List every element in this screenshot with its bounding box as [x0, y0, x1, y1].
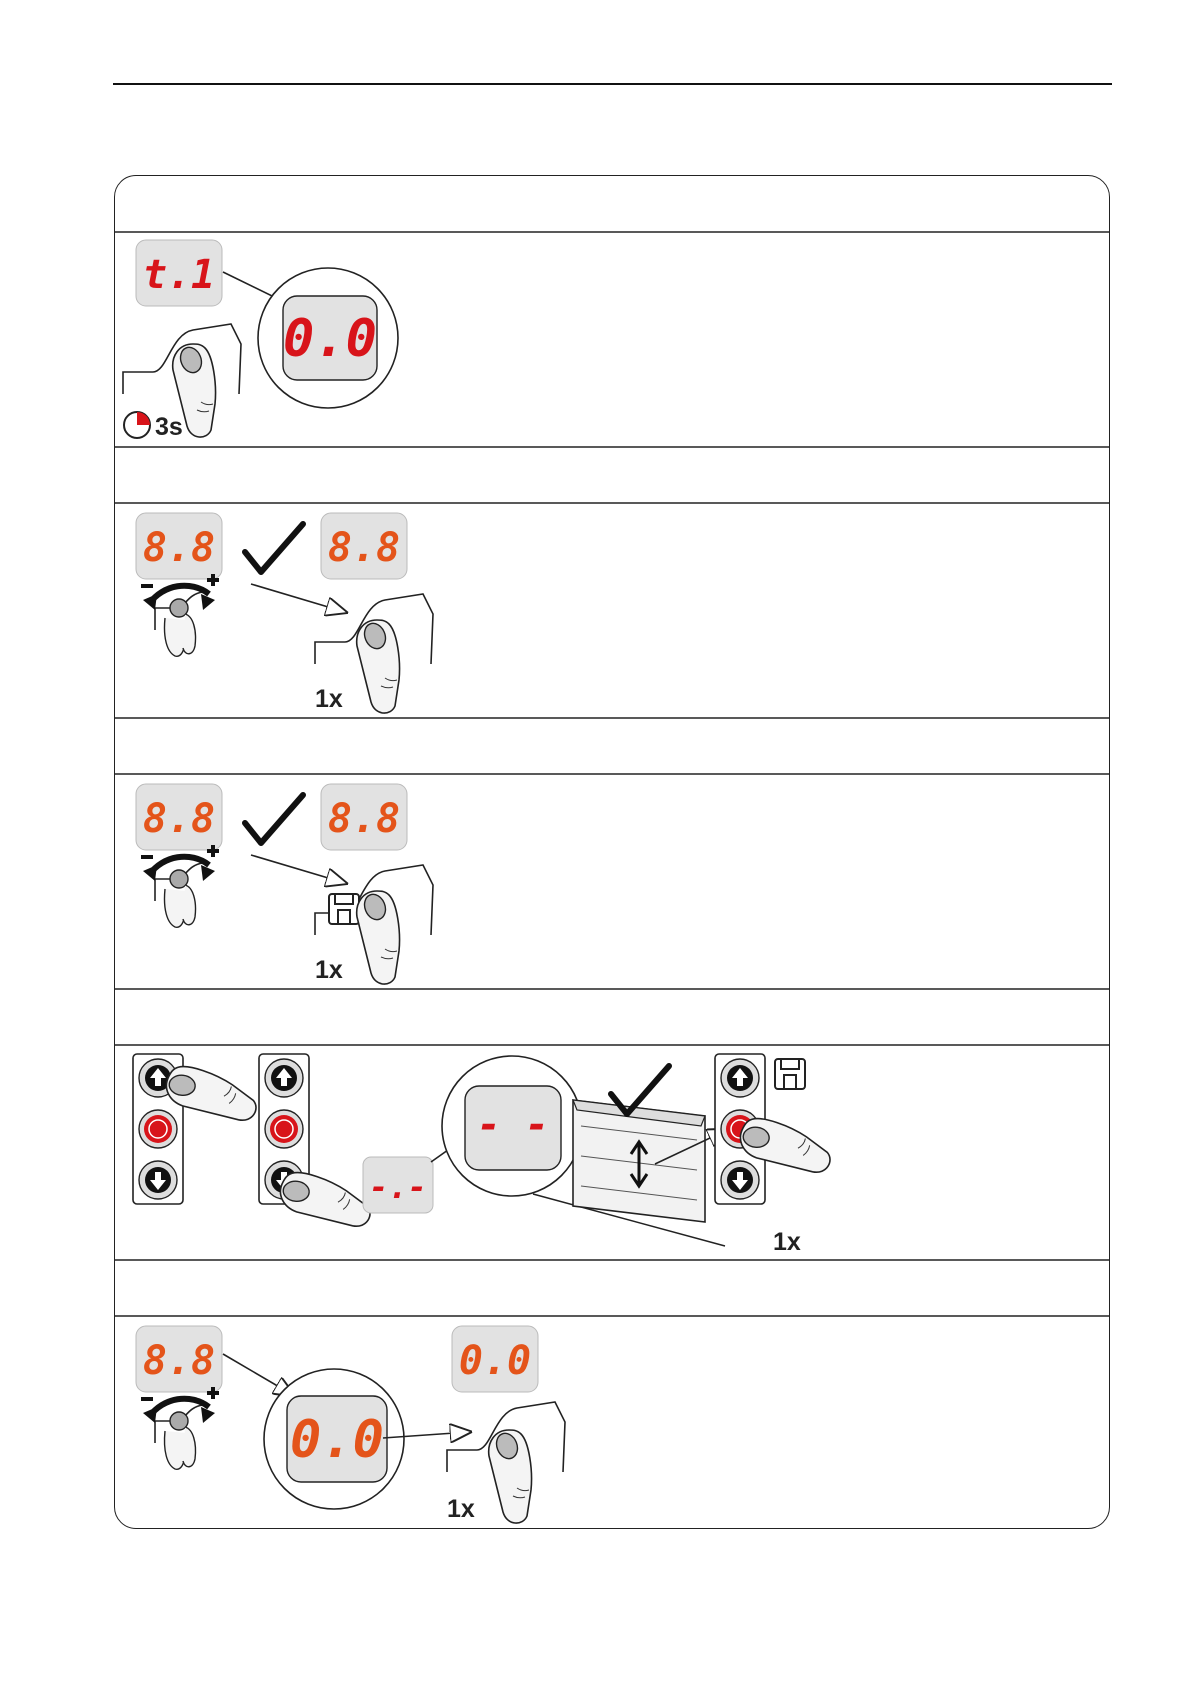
- knob-turn-icon: [141, 845, 219, 927]
- step-3: [136, 784, 433, 984]
- display-left-value: 8.8: [142, 796, 216, 842]
- press-count: 1x: [447, 1495, 475, 1523]
- timer-label: 3s: [155, 413, 183, 441]
- clock-icon: [124, 412, 150, 438]
- save-icon: [329, 894, 359, 924]
- display-zoom-value: 0.0: [283, 309, 377, 369]
- step-2: [136, 513, 433, 713]
- hand-press-icon: [357, 620, 400, 713]
- save-icon: [775, 1059, 805, 1089]
- display-right-value: 8.8: [327, 796, 401, 842]
- step-4: [133, 1054, 836, 1256]
- press-count: 1x: [315, 685, 343, 713]
- display-right-value: 0.0: [458, 1338, 532, 1384]
- display-start-value: t.1: [142, 252, 216, 298]
- hand-press-icon: [489, 1430, 532, 1523]
- header-rule: [113, 83, 1112, 85]
- checkmark-icon: [611, 1066, 669, 1114]
- step-5: [136, 1326, 565, 1523]
- step-1: [123, 240, 398, 441]
- display-small-value: -.-: [369, 1168, 427, 1206]
- instruction-panel: [114, 175, 1110, 1529]
- hand-press-icon: [357, 891, 400, 984]
- panel-illustrations: [115, 176, 1110, 1529]
- checkmark-icon: [245, 524, 303, 572]
- knob-turn-icon: [141, 574, 219, 656]
- knob-turn-icon: [141, 1387, 219, 1469]
- display-zoom-value: 0.0: [290, 1410, 384, 1470]
- display-zoom-value: - -: [476, 1102, 550, 1148]
- checkmark-icon: [245, 795, 303, 843]
- hand-press-icon: [273, 1162, 375, 1243]
- display-left-value: 8.8: [142, 1338, 216, 1384]
- press-count: 1x: [315, 956, 343, 984]
- display-left-value: 8.8: [142, 525, 216, 571]
- display-right-value: 8.8: [327, 525, 401, 571]
- press-count: 1x: [773, 1228, 801, 1256]
